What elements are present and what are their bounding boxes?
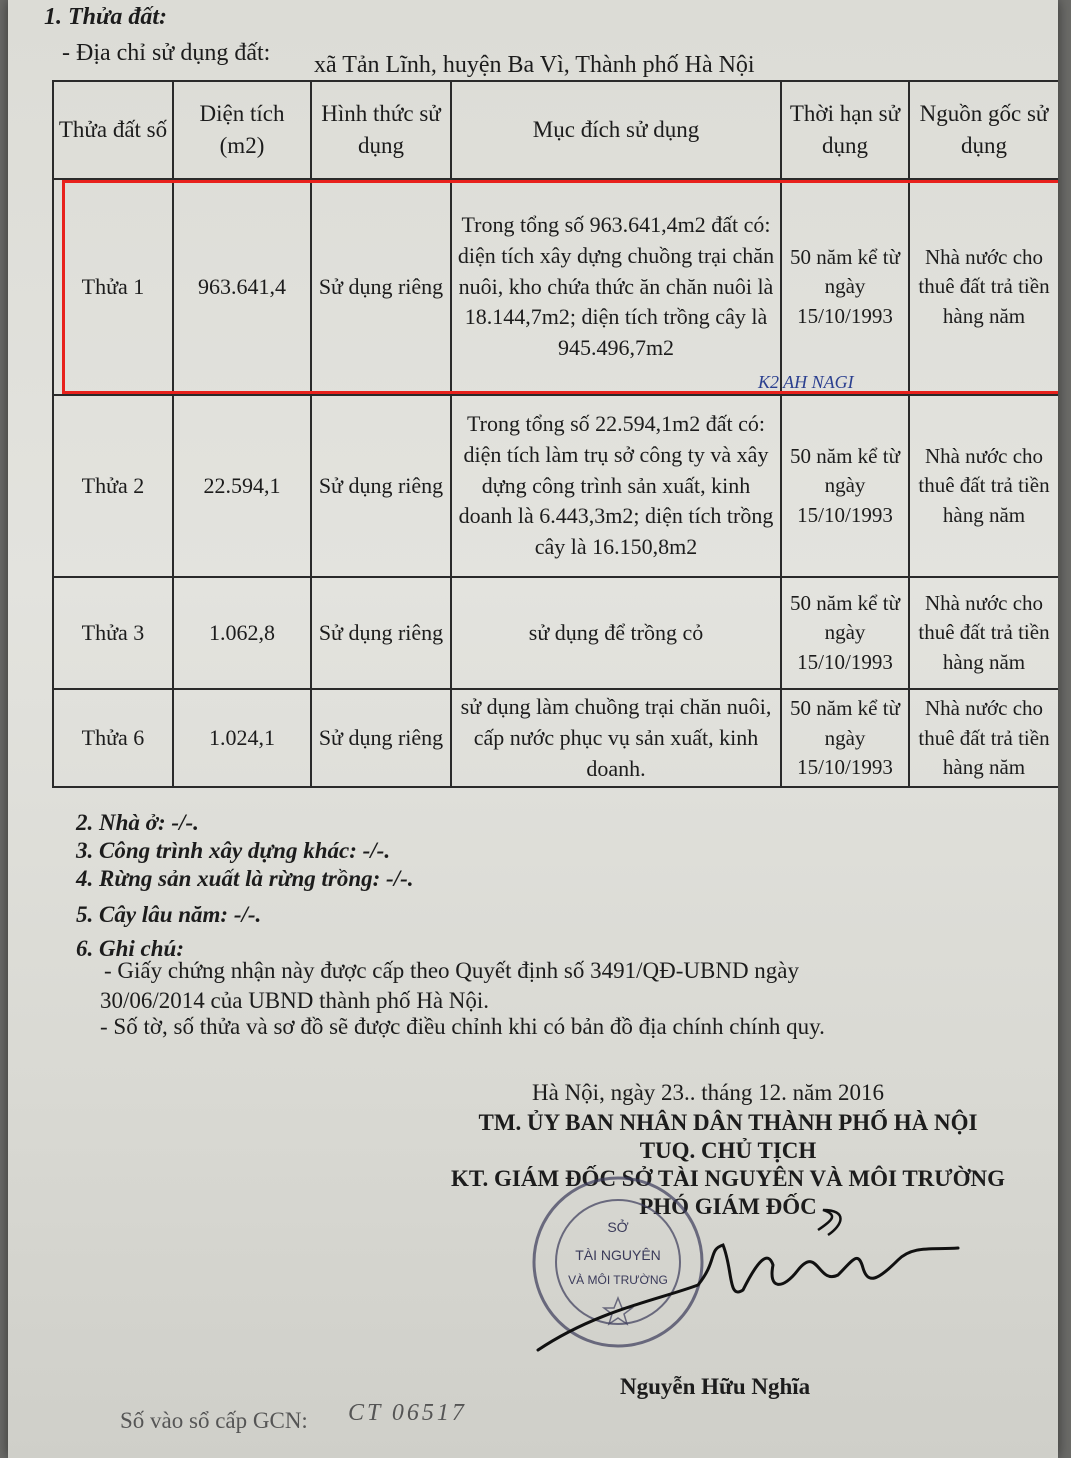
form-cell: Sử dụng riêng: [311, 689, 451, 787]
signer-name: Nguyễn Hữu Nghĩa: [620, 1374, 811, 1399]
signatory-line-1: TM. ỦY BAN NHÂN DÂN THÀNH PHỐ HÀ NỘI: [478, 1110, 978, 1135]
purpose-cell: Trong tổng số 963.641,4m2 đất có: diện tích xây dựng chuồng trại chăn nuôi, kho chứa thức ăn chăn nuôi là 18.144,7m2; diện tích trồng cây là 945.496,7m2: [451, 179, 781, 395]
handwritten-signature: [518, 1190, 978, 1370]
header-origin: Nguồn gốc sử dụng: [909, 81, 1058, 179]
signatory-line-3: KT. GIÁM ĐỐC SỞ TÀI NGUYÊN VÀ MÔI TRƯỜNG: [451, 1166, 1005, 1191]
item-planted-forest: 4. Rừng sản xuất là rừng trồng: -/-.: [76, 866, 414, 891]
header-form: Hình thức sử dụng: [311, 81, 451, 179]
form-cell: Sử dụng riêng: [311, 179, 451, 395]
area-cell: 1.024,1: [173, 689, 311, 787]
gcn-register-label: Số vào sổ cấp GCN:: [120, 1408, 308, 1433]
note-line-2: 30/06/2014 của UBND thành phố Hà Nội.: [100, 988, 490, 1013]
origin-cell: Nhà nước cho thuê đất trả tiền hàng năm: [909, 395, 1058, 577]
purpose-cell: Trong tổng số 22.594,1m2 đất có: diện tích làm trụ sở công ty và xây dựng công trình sản xuất, kinh doanh là 6.443,3m2; diện tích trồng cây là 16.150,8m2: [451, 395, 781, 577]
form-cell: Sử dụng riêng: [311, 577, 451, 689]
parcel-cell: Thửa 2: [53, 395, 173, 577]
parcel-cell: Thửa 3: [53, 577, 173, 689]
area-cell: 22.594,1: [173, 395, 311, 577]
section-title: 1. Thửa đất:: [44, 4, 168, 30]
purpose-cell: sử dụng để trồng cỏ: [451, 577, 781, 689]
term-cell: 50 năm kể từ ngày 15/10/1993: [781, 689, 909, 787]
area-cell: 1.062,8: [173, 577, 311, 689]
highlight-box: [62, 180, 1058, 394]
origin-cell: Nhà nước cho thuê đất trả tiền hàng năm: [909, 689, 1058, 787]
signatory-line-4: PHÓ GIÁM ĐỐC: [639, 1194, 817, 1219]
header-purpose: Mục đích sử dụng: [451, 81, 781, 179]
signatory-line-2: TUQ. CHỦ TỊCH: [639, 1138, 817, 1163]
issue-date: Hà Nội, ngày 23.. tháng 12. năm 2016: [532, 1080, 884, 1105]
stamp-text-3: VÀ MÔI TRƯỜNG: [568, 1273, 668, 1287]
term-cell: 50 năm kể từ ngày 15/10/1993: [781, 179, 909, 395]
item-notes-heading: 6. Ghi chú:: [76, 936, 184, 961]
purpose-cell: sử dụng làm chuồng trại chăn nuôi, cấp nước phục vụ sản xuất, kinh doanh.: [451, 689, 781, 787]
item-perennial-trees: 5. Cây lâu năm: -/-.: [76, 902, 262, 927]
certificate-page: [8, 0, 1058, 1458]
item-residential-house: 2. Nhà ở: -/-.: [76, 810, 199, 835]
stamp-text-2: TÀI NGUYÊN: [575, 1247, 661, 1263]
table-row: [53, 577, 1058, 689]
note-line-3: - Số tờ, số thửa và sơ đồ sẽ được điều chỉnh khi có bản đồ địa chính chính quy.: [100, 1014, 825, 1039]
origin-cell: Nhà nước cho thuê đất trả tiền hàng năm: [909, 577, 1058, 689]
header-parcel: Thửa đất số: [53, 81, 173, 179]
term-cell: 50 năm kể từ ngày 15/10/1993: [781, 577, 909, 689]
header-term: Thời hạn sử dụng: [781, 81, 909, 179]
item-other-construction: 3. Công trình xây dựng khác: -/-.: [76, 838, 391, 863]
origin-cell: Nhà nước cho thuê đất trả tiền hàng năm: [909, 179, 1058, 395]
address-label: - Địa chỉ sử dụng đất:: [62, 40, 271, 66]
term-cell: 50 năm kể từ ngày 15/10/1993: [781, 395, 909, 577]
form-cell: Sử dụng riêng: [311, 395, 451, 577]
note-line-1: - Giấy chứng nhận này được cấp theo Quyết định số 3491/QĐ-UBND ngày: [104, 958, 800, 983]
parcel-cell: Thửa 1: [53, 179, 173, 395]
stamp-text-1: SỞ: [607, 1219, 629, 1235]
table-row: [53, 395, 1058, 577]
table-header-row: [53, 81, 1058, 179]
area-cell: 963.641,4: [173, 179, 311, 395]
parcel-cell: Thửa 6: [53, 689, 173, 787]
table-row: [53, 689, 1058, 787]
gcn-register-number: CT 06517: [348, 1400, 467, 1426]
address-value: xã Tản Lĩnh, huyện Ba Vì, Thành phố Hà Nội: [314, 52, 755, 78]
header-area: Diện tích (m2): [173, 81, 311, 179]
handwritten-margin-note: K2 AH NAGI: [758, 372, 854, 392]
